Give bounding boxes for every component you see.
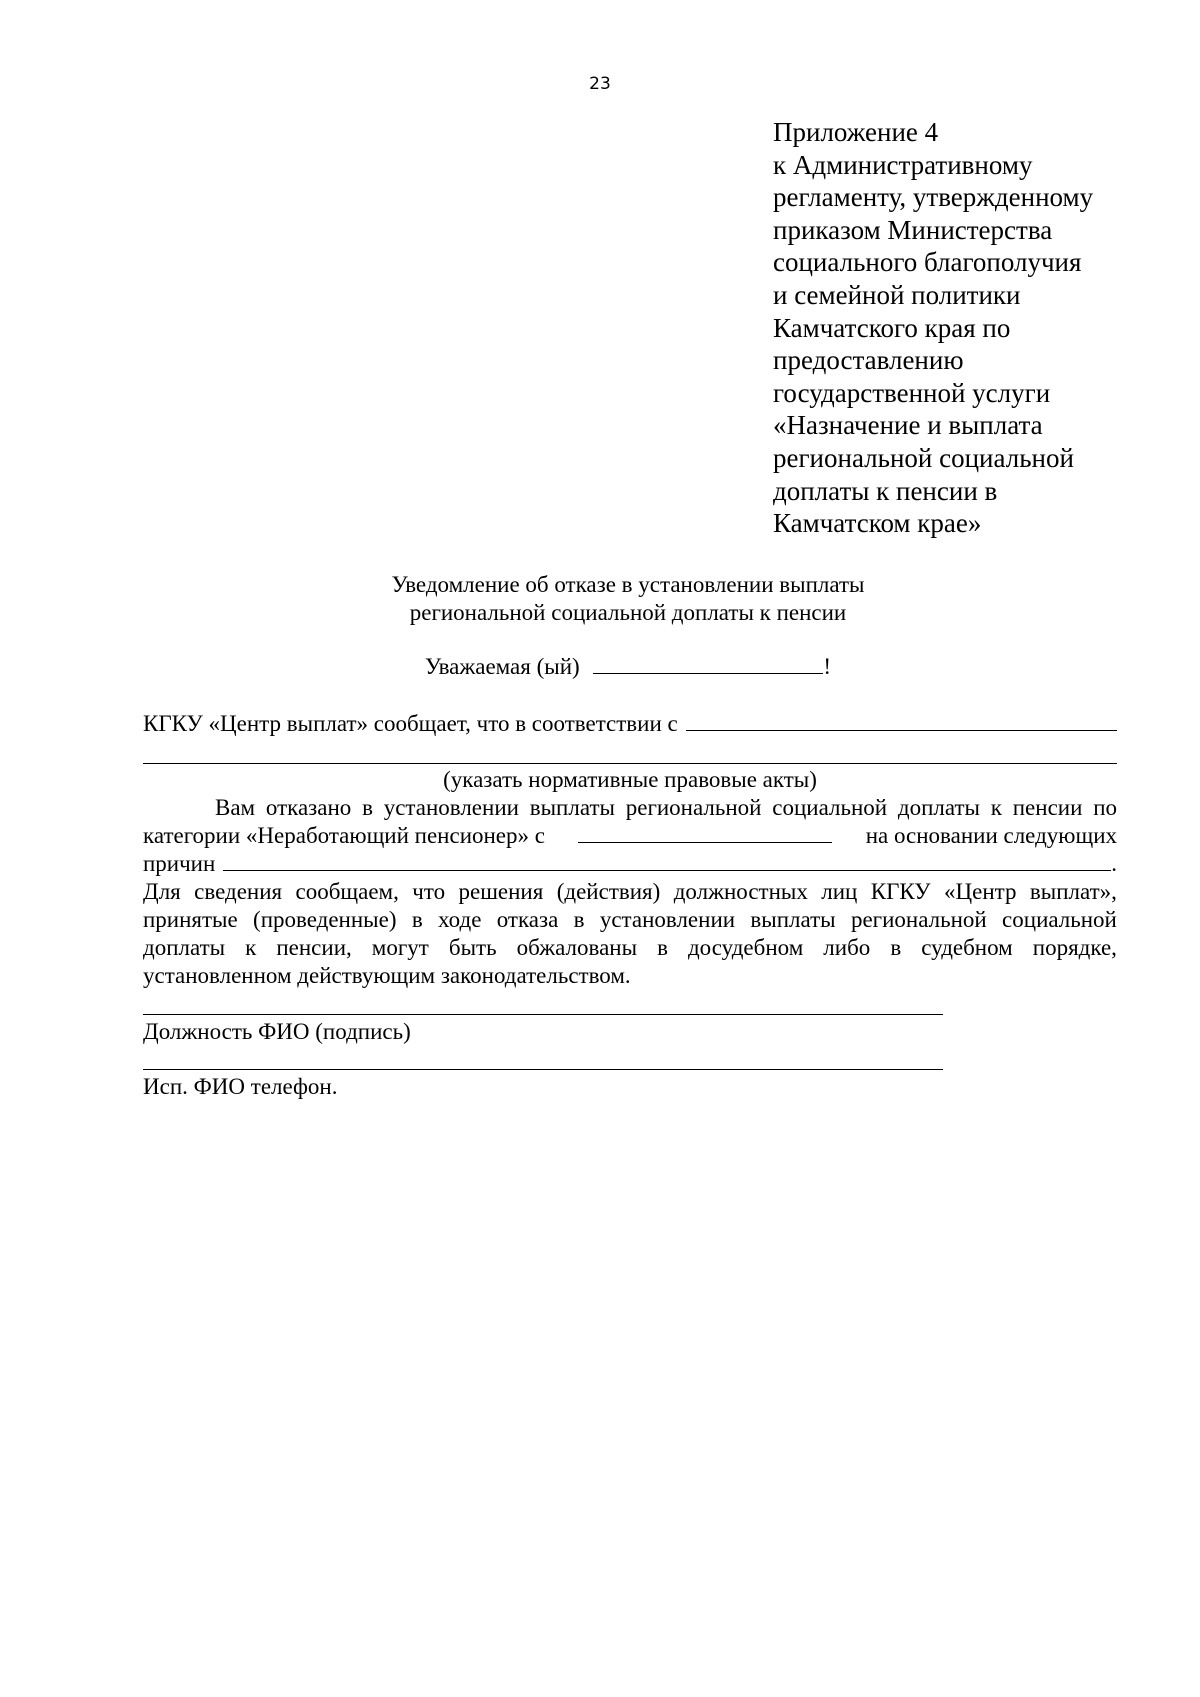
notice-title (143, 571, 1113, 627)
notice-title-line-2: региональной социальной доплаты к пенсии (409, 600, 847, 625)
appeal-line-4: установленном действующим законодательством. (143, 963, 631, 988)
appendix-line: предоставлению (773, 345, 964, 376)
word: в (411, 907, 423, 932)
official-signature-label: Должность ФИО (подпись) (143, 1019, 411, 1044)
word: в (890, 935, 902, 960)
appendix-line: приказом Министерства (773, 214, 1053, 245)
appeal-line-3 (143, 934, 1117, 962)
appendix-line: государственной услуги (773, 377, 1051, 408)
appeal-paragraph (143, 878, 1117, 990)
word: сведения (194, 879, 283, 904)
appeal-line-2 (143, 906, 1117, 934)
word: по (1093, 795, 1117, 820)
word: выплаты (750, 907, 836, 932)
word: сообщаем, (295, 879, 399, 904)
recipient-name-blank[interactable] (593, 653, 823, 674)
word: обжалованы (516, 935, 638, 960)
appendix-line: «Назначение и выплата (773, 410, 1043, 441)
word: региональной (850, 907, 987, 932)
reasons-line (143, 850, 1117, 878)
word: Для (143, 879, 181, 904)
refusal-line-2 (143, 822, 1117, 850)
word: судебном (921, 935, 1013, 960)
appendix-line: Приложение 4 (773, 117, 939, 147)
appeal-line-1 (143, 878, 1117, 906)
greeting-prefix: Уважаемая (ый) (424, 654, 580, 679)
refusal-date-blank[interactable] (578, 822, 832, 843)
executor-label: Исп. ФИО телефон. (143, 1074, 338, 1099)
word: лиц (821, 879, 858, 904)
refusal-basis-text: на основании следующих (865, 823, 1117, 848)
word: социальной (772, 795, 888, 820)
appendix-header (773, 116, 1173, 540)
word: «Центр (944, 879, 1017, 904)
word: доплаты (143, 935, 226, 960)
word: порядке, (1032, 935, 1117, 960)
word: установлении (599, 907, 736, 932)
greeting (143, 653, 1113, 681)
word: (действия) (556, 879, 661, 904)
word: к (990, 795, 1002, 820)
word: выплаты (529, 795, 615, 820)
appendix-line: Камчатском крае» (773, 508, 982, 539)
legal-acts-caption: (указать нормативные правовые акты) (443, 767, 817, 792)
word: в (573, 907, 585, 932)
page-number: 23 (589, 74, 611, 94)
intro-text: КГКУ «Центр выплат» сообщает, что в соответствии с (143, 711, 678, 736)
word: принятые (143, 907, 238, 932)
word: досудебном (687, 935, 804, 960)
word: либо (823, 935, 871, 960)
appendix-line: Камчатского края по (773, 312, 1011, 343)
word: КГКУ (870, 879, 931, 904)
refusal-category-text: категории «Неработающий пенсионер» с (143, 823, 545, 848)
word: Вам (215, 795, 256, 820)
appendix-line: регламенту, утвержденному (773, 182, 1094, 213)
intro-line (143, 710, 1117, 738)
appendix-line: региональной социальной (773, 442, 1074, 473)
reasons-end: . (1111, 851, 1117, 876)
appendix-line: социального благополучия (773, 247, 1082, 278)
refusal-line-1 (143, 794, 1117, 822)
word: что (412, 879, 446, 904)
word: установлении (383, 795, 519, 820)
official-signature-line[interactable] (143, 1014, 943, 1015)
word: ходе (438, 907, 482, 932)
word: решения (458, 879, 544, 904)
notice-title-line-1: Уведомление об отказе в установлении выплаты (391, 572, 865, 597)
word: быть (448, 935, 497, 960)
word: отказа (496, 907, 559, 932)
word: региональной (625, 795, 762, 820)
greeting-suffix: ! (823, 654, 832, 679)
executor-line[interactable] (143, 1069, 943, 1070)
word: к (245, 935, 257, 960)
word: пенсии, (276, 935, 352, 960)
legal-acts-blank-line-2[interactable] (143, 763, 1117, 764)
word: пенсии (1012, 795, 1083, 820)
legal-acts-blank[interactable] (686, 710, 1117, 731)
word: должностных (673, 879, 808, 904)
reasons-blank[interactable] (223, 850, 1111, 871)
appendix-line: и семейной политики (773, 279, 1021, 310)
word: могут (371, 935, 429, 960)
reasons-label: причин (143, 851, 216, 876)
appendix-line: доплаты к пенсии в (773, 475, 998, 506)
appendix-line: к Административному (773, 149, 1033, 180)
word: выплат», (1029, 879, 1117, 904)
word: в (657, 935, 668, 960)
refusal-paragraph (143, 794, 1117, 878)
word: в (362, 795, 373, 820)
word: социальной (1002, 907, 1117, 932)
word: доплаты (897, 795, 980, 820)
word: (проведенные) (253, 907, 397, 932)
word: отказано (265, 795, 352, 820)
